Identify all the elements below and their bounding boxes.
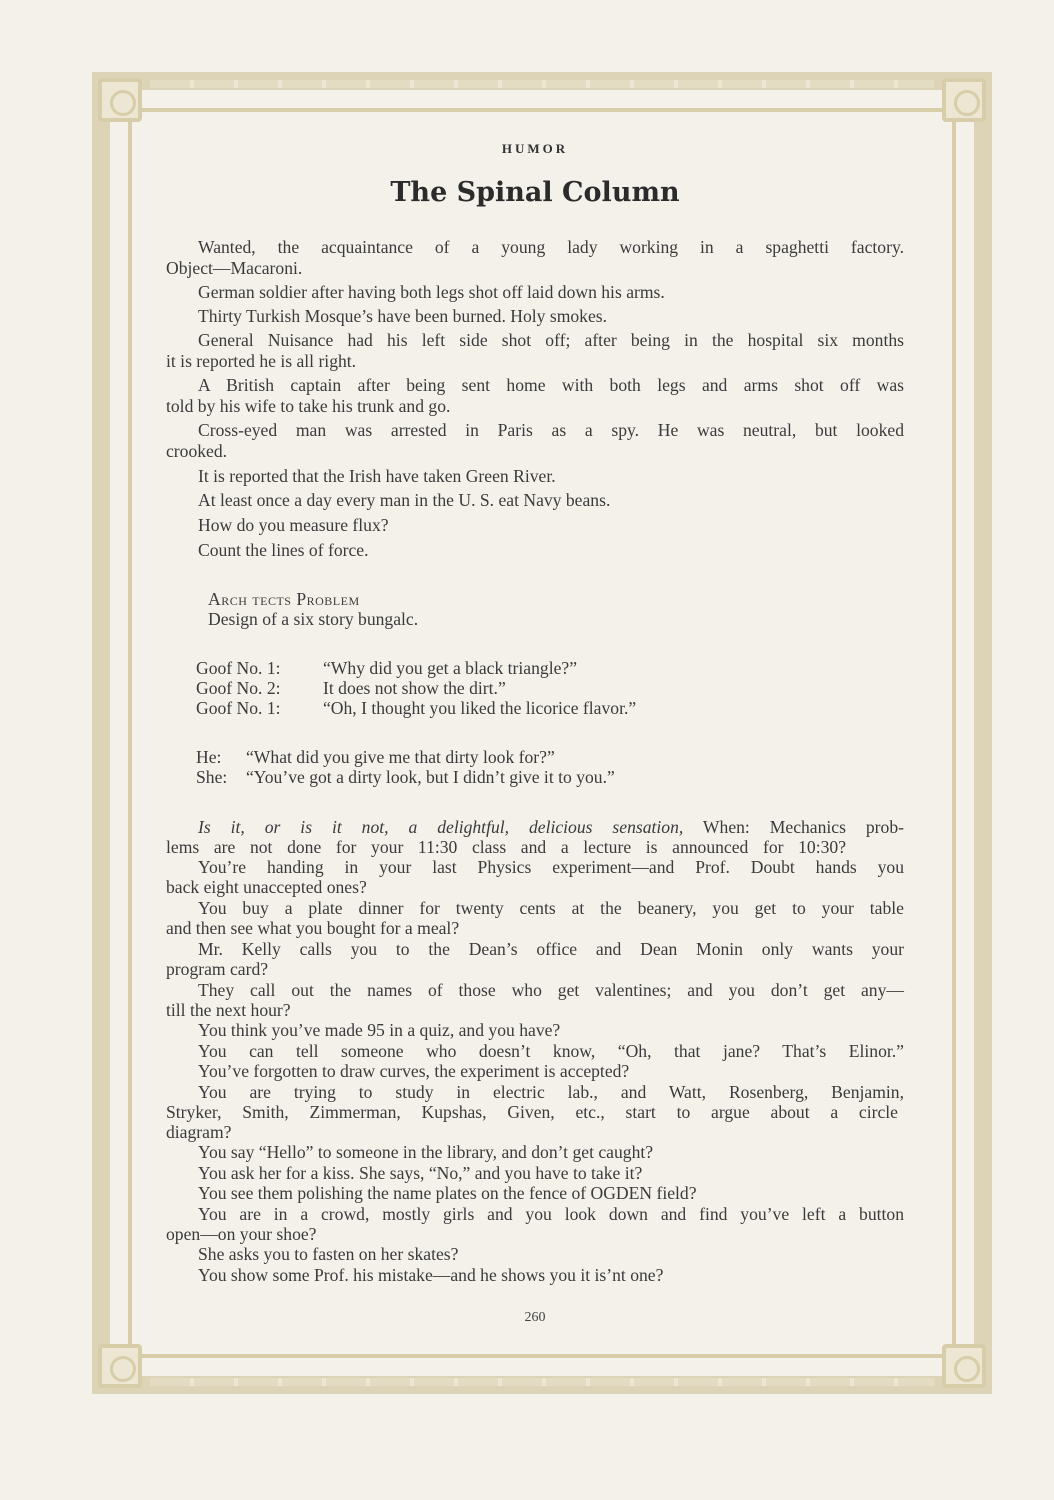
sensation-line: Mr. Kelly calls you to the Dean’s office and Dean Monin only wants your: [198, 939, 904, 959]
sensation-line: back eight unaccepted ones?: [166, 877, 367, 897]
sensation-line: You are trying to study in electric lab., and Watt, Rosenberg, Benjamin,: [198, 1082, 904, 1102]
goof-text: It does not show the dirt.”: [323, 678, 506, 698]
sensation-line: You’ve forgotten to draw curves, the experiment is accepted?: [198, 1061, 630, 1081]
sensation-intro-italic: Is it, or is it not, a delightful, delicious sensation,: [198, 817, 684, 837]
sensation-line: You are in a crowd, mostly girls and you look down and find you’ve left a button: [198, 1204, 904, 1224]
sensation-line: open—on your shoe?: [166, 1224, 317, 1244]
section-heading: HUMOR: [501, 141, 569, 156]
sensation-line: Stryker, Smith, Zimmerman, Kupshas, Given, etc., start to argue about a circle: [166, 1102, 898, 1122]
joke-line: Wanted, the acquaintance of a young lady working in a spaghetti factory.: [198, 237, 904, 257]
dialog-text: “You’ve got a dirty look, but I didn’t give it to you.”: [246, 767, 615, 787]
sensation-line: lems are not done for your 11:30 class and a lecture is announced for 10:30?: [166, 837, 846, 857]
joke-line: German soldier after having both legs shot off laid down his arms.: [198, 282, 665, 302]
sensation-line: You show some Prof. his mistake—and he shows you it is’nt one?: [198, 1265, 664, 1285]
goof-text: “Oh, I thought you liked the licorice flavor.”: [323, 698, 637, 718]
joke-line: Count the lines of force.: [198, 540, 369, 560]
sensation-line: diagram?: [166, 1122, 232, 1142]
sensation-line: You ask her for a kiss. She says, “No,” and you have to take it?: [198, 1163, 643, 1183]
goof-text: “Why did you get a black triangle?”: [323, 658, 578, 678]
goof-label: Goof No. 1:: [196, 698, 281, 718]
joke-line: Object—Macaroni.: [166, 258, 303, 278]
sensation-line: You see them polishing the name plates on the fence of OGDEN field?: [198, 1183, 697, 1203]
corner-ornament-bottom-left: [98, 1344, 142, 1388]
sensation-line: program card?: [166, 959, 269, 979]
dialog-label: He:: [196, 747, 222, 767]
joke-line: crooked.: [166, 441, 228, 461]
goof-label: Goof No. 2:: [196, 678, 281, 698]
top-border-band: [150, 80, 934, 88]
bottom-border-band: [150, 1378, 934, 1386]
joke-line: At least once a day every man in the U. S. eat Navy beans.: [198, 490, 611, 510]
sensation-intro: [198, 817, 904, 837]
joke-line: It is reported that the Irish have taken Green River.: [198, 466, 556, 486]
sensation-line: They call out the names of those who get valentines; and you don’t get any—: [198, 980, 904, 1000]
joke-line: A British captain after being sent home with both legs and arms shot off was: [198, 375, 904, 395]
goof-label: Goof No. 1:: [196, 658, 281, 678]
sensation-line: You can tell someone who doesn’t know, “Oh, that jane? That’s Elinor.”: [198, 1041, 904, 1061]
corner-ornament-top-left: [98, 78, 142, 122]
dialog-text: “What did you give me that dirty look for?”: [246, 747, 555, 767]
sensation-line: You think you’ve made 95 in a quiz, and you have?: [198, 1020, 561, 1040]
sensation-line: You buy a plate dinner for twenty cents at the beanery, you get to your table: [198, 898, 904, 918]
architects-text: Design of a six story bungalc.: [208, 609, 419, 629]
joke-line: General Nuisance had his left side shot off; after being in the hospital six months: [198, 330, 904, 350]
joke-line: it is reported he is all right.: [166, 351, 357, 371]
joke-line: Thirty Turkish Mosque’s have been burned. Holy smokes.: [198, 306, 608, 326]
architects-heading: Arch tects Problem: [208, 589, 360, 609]
sensation-intro-rest: When: Mechanics prob-: [702, 817, 904, 837]
page-title: The Spinal Column: [390, 177, 680, 208]
joke-line: Cross-eyed man was arrested in Paris as a spy. He was neutral, but looked: [198, 420, 904, 440]
sensation-line: You’re handing in your last Physics experiment—and Prof. Doubt hands you: [198, 857, 904, 877]
sensation-line: till the next hour?: [166, 1000, 291, 1020]
page-number: 260: [524, 1310, 546, 1325]
joke-line: How do you measure flux?: [198, 515, 389, 535]
dialog-label: She:: [196, 767, 228, 787]
sensation-line: She asks you to fasten on her skates?: [198, 1244, 459, 1264]
joke-line: told by his wife to take his trunk and go.: [166, 396, 451, 416]
sensation-line: You say “Hello” to someone in the library, and don’t get caught?: [198, 1142, 654, 1162]
corner-ornament-bottom-right: [942, 1344, 986, 1388]
corner-ornament-top-right: [942, 78, 986, 122]
sensation-line: and then see what you bought for a meal?: [166, 918, 460, 938]
